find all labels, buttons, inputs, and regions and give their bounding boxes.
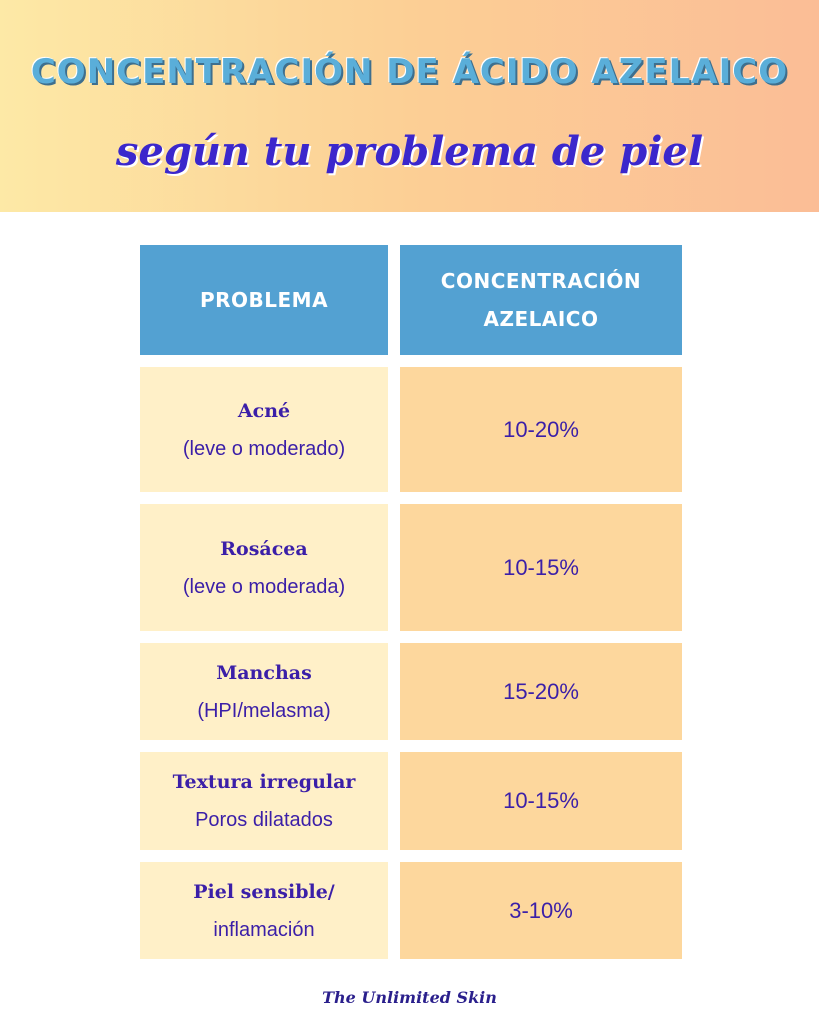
problem-name: Acné xyxy=(237,399,291,422)
problem-detail: (leve o moderado) xyxy=(182,437,346,460)
concentration-value: 15-20% xyxy=(503,678,579,704)
table-row-problem-cell xyxy=(140,643,388,740)
brand-footer: The Unlimited Skin xyxy=(322,988,497,1007)
problem-detail: (HPI/melasma) xyxy=(197,699,331,722)
problem-detail: inflamación xyxy=(213,918,315,941)
concentration-value: 10-20% xyxy=(503,416,579,442)
column-header-problem xyxy=(140,245,388,355)
table-row-concentration-cell xyxy=(400,862,682,959)
page-title: CONCENTRACIÓN DE ÁCIDO AZELAICO xyxy=(30,52,789,92)
problem-name: Rosácea xyxy=(220,537,308,560)
problem-detail: Poros dilatados xyxy=(195,809,333,831)
column-header-problem-label: PROBLEMA xyxy=(199,288,329,312)
table-row-concentration-cell xyxy=(400,643,682,740)
page-subtitle: según tu problema de piel xyxy=(115,128,704,175)
column-header-concentration xyxy=(400,245,682,355)
table-row-problem-cell xyxy=(140,862,388,959)
problem-name: Manchas xyxy=(216,661,312,684)
problem-name: Piel sensible/ xyxy=(193,880,335,903)
column-header-concentration-line1: CONCENTRACIÓN xyxy=(440,269,642,293)
problem-name: Textura irregular xyxy=(172,771,356,793)
concentration-value: 10-15% xyxy=(503,788,579,813)
table-row-concentration-cell xyxy=(400,367,682,492)
table-row-problem-cell xyxy=(140,367,388,492)
table-row-problem-cell xyxy=(140,752,388,850)
problem-detail: (leve o moderada) xyxy=(182,575,346,598)
table-row-problem-cell xyxy=(140,504,388,631)
column-header-concentration-line2: AZELAICO xyxy=(483,307,599,331)
header-banner xyxy=(0,0,819,212)
concentration-value: 10-15% xyxy=(503,554,579,580)
table-row-concentration-cell xyxy=(400,752,682,850)
concentration-value: 3-10% xyxy=(509,897,573,923)
table-row-concentration-cell xyxy=(400,504,682,631)
